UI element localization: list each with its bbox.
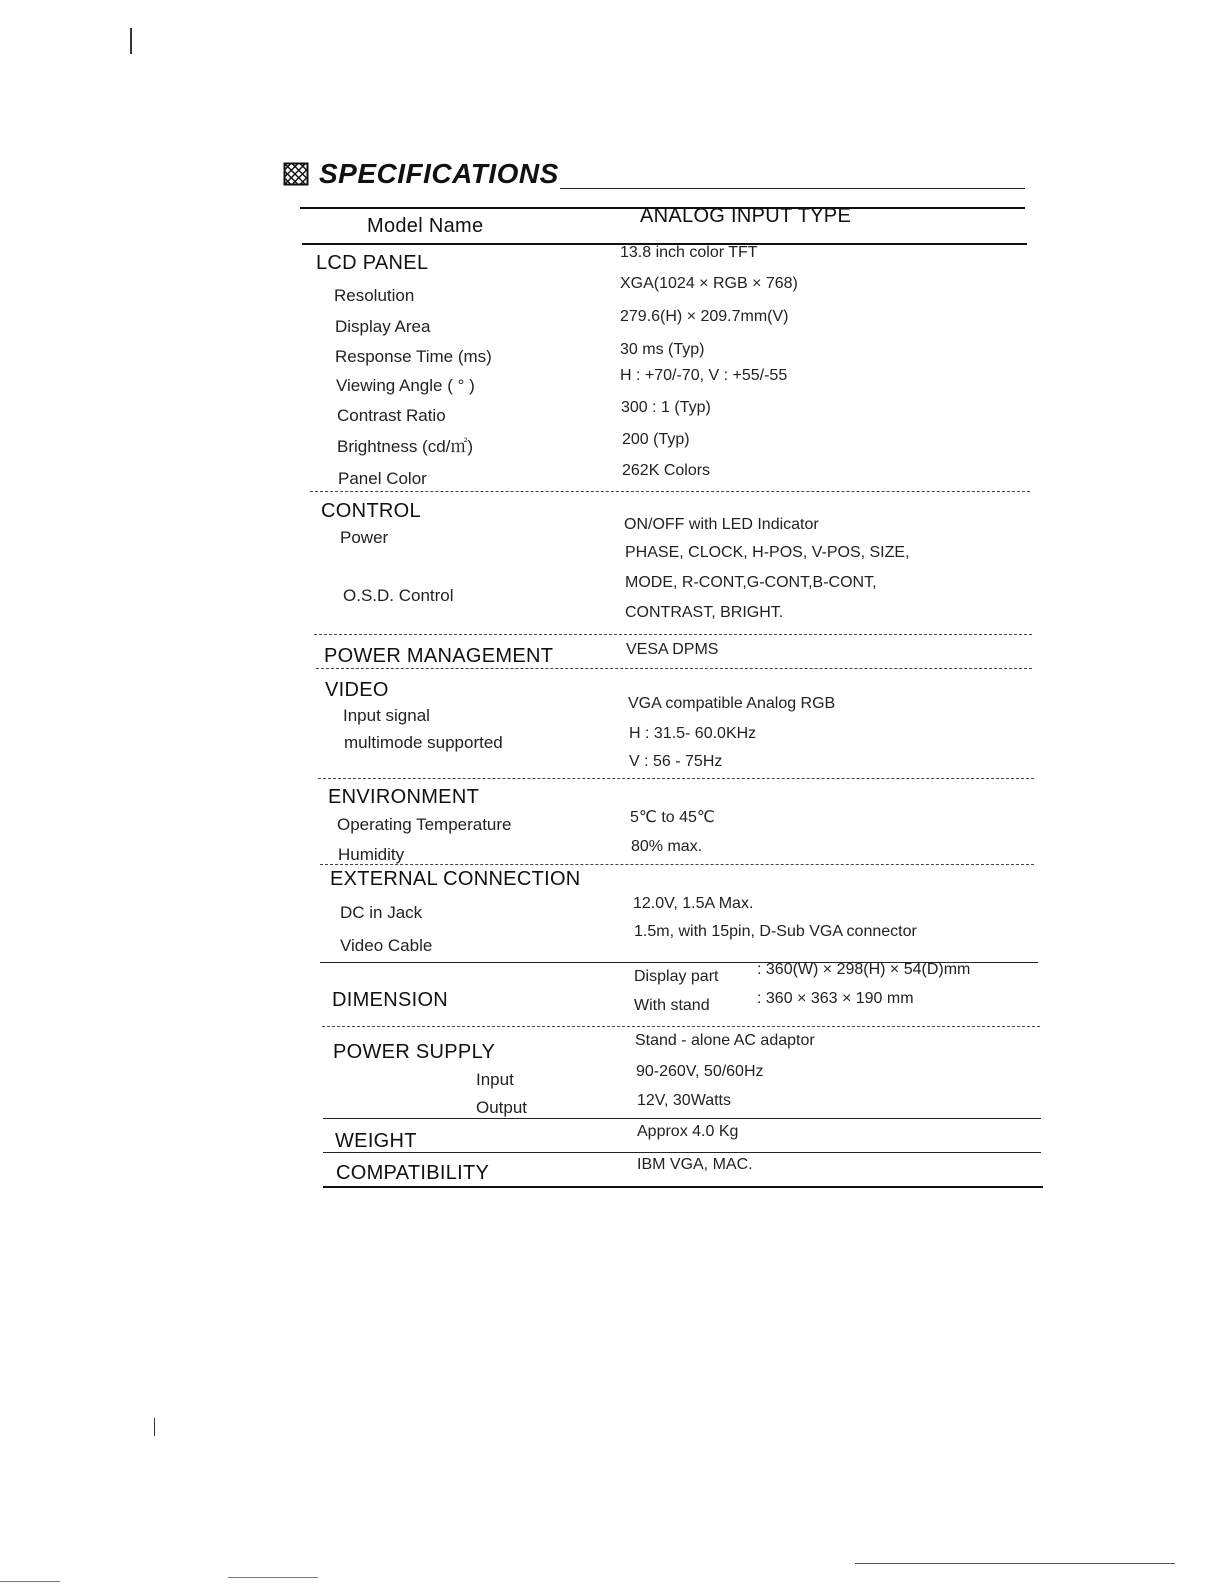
- rule: [318, 778, 1034, 779]
- video-cable-value: 1.5m, with 15pin, D-Sub VGA connector: [634, 923, 917, 940]
- osd-value-line1: PHASE, CLOCK, H-POS, V-POS, SIZE,: [625, 544, 910, 561]
- osd-control-label: O.S.D. Control: [343, 586, 454, 605]
- scan-mark: [855, 1563, 1175, 1564]
- rule: [314, 634, 1032, 635]
- power-value: ON/OFF with LED Indicator: [624, 516, 819, 533]
- panel-type-value: 13.8 inch color TFT: [620, 244, 758, 261]
- brightness-label: Brightness (cd/㎡): [337, 437, 474, 456]
- multimode-h-value: H : 31.5- 60.0KHz: [629, 725, 757, 742]
- header-model-type: ANALOG INPUT TYPE: [640, 205, 852, 227]
- input-signal-label: Input signal: [343, 706, 430, 725]
- rule: [316, 668, 1032, 669]
- document-title: [283, 158, 559, 190]
- display-part-value: : 360(W) × 298(H) × 54(D)mm: [757, 961, 971, 978]
- power-supply-value: Stand - alone AC adaptor: [635, 1032, 815, 1049]
- dc-in-jack-value: 12.0V, 1.5A Max.: [633, 895, 754, 912]
- viewing-angle-value: H : +70/-70, V : +55/-55: [620, 367, 788, 384]
- section-lcd-panel: LCD PANEL: [316, 252, 429, 274]
- section-external-connection: EXTERNAL CONNECTION: [330, 868, 581, 890]
- display-area-value: 279.6(H) × 209.7mm(V): [620, 308, 789, 325]
- with-stand-label: With stand: [634, 997, 710, 1014]
- panel-color-value: 262K Colors: [622, 462, 711, 479]
- operating-temperature-value: 5℃ to 45℃: [630, 809, 715, 826]
- dc-in-jack-label: DC in Jack: [340, 903, 423, 922]
- multimode-label: multimode supported: [344, 733, 503, 752]
- weight-value: Approx 4.0 Kg: [637, 1123, 739, 1140]
- scan-mark: [154, 1418, 155, 1436]
- resolution-label: Resolution: [334, 286, 415, 305]
- psu-input-value: 90-260V, 50/60Hz: [636, 1063, 764, 1080]
- crosshatch-box-icon: [283, 162, 309, 186]
- input-signal-value: VGA compatible Analog RGB: [628, 695, 836, 712]
- multimode-v-value: V : 56 - 75Hz: [629, 753, 723, 770]
- psu-output-label: Output: [476, 1098, 528, 1117]
- rule: [323, 1186, 1043, 1188]
- display-part-label: Display part: [634, 968, 719, 985]
- scan-mark: [0, 1581, 60, 1582]
- rule: [310, 491, 1030, 492]
- section-compatibility: COMPATIBILITY: [336, 1162, 490, 1184]
- section-power-supply: POWER SUPPLY: [333, 1041, 496, 1063]
- section-weight: WEIGHT: [335, 1130, 417, 1152]
- scan-mark: [130, 28, 132, 54]
- humidity-label: Humidity: [338, 845, 405, 864]
- contrast-ratio-label: Contrast Ratio: [337, 406, 446, 425]
- rule: [560, 188, 1025, 189]
- resolution-value: XGA(1024 × RGB × 768): [620, 275, 798, 292]
- page-title: SPECIFICATIONS: [319, 158, 559, 189]
- response-time-value: 30 ms (Typ): [620, 341, 705, 358]
- section-power-management: POWER MANAGEMENT: [324, 645, 554, 667]
- video-cable-label: Video Cable: [340, 936, 433, 955]
- header-model-name: Model Name: [367, 215, 484, 237]
- section-dimension: DIMENSION: [332, 989, 449, 1011]
- brightness-value: 200 (Typ): [622, 431, 690, 448]
- power-label: Power: [340, 528, 389, 547]
- rule: [320, 864, 1034, 865]
- psu-input-label: Input: [476, 1070, 514, 1089]
- osd-value-line3: CONTRAST, BRIGHT.: [625, 604, 784, 621]
- section-control: CONTROL: [321, 500, 421, 522]
- operating-temperature-label: Operating Temperature: [337, 815, 512, 834]
- viewing-angle-label: Viewing Angle ( ° ): [336, 376, 475, 395]
- section-video: VIDEO: [325, 679, 389, 701]
- contrast-ratio-value: 300 : 1 (Typ): [621, 399, 711, 416]
- rule: [322, 1026, 1040, 1027]
- display-area-label: Display Area: [335, 317, 431, 336]
- compatibility-value: IBM VGA, MAC.: [637, 1156, 753, 1173]
- rule: [323, 1152, 1041, 1153]
- power-management-value: VESA DPMS: [626, 641, 719, 658]
- panel-color-label: Panel Color: [338, 469, 427, 488]
- response-time-label: Response Time (ms): [335, 347, 492, 366]
- scan-mark: [228, 1577, 318, 1578]
- rule: [323, 1118, 1041, 1119]
- section-environment: ENVIRONMENT: [328, 786, 480, 808]
- with-stand-value: : 360 × 363 × 190 mm: [757, 990, 914, 1007]
- humidity-value: 80% max.: [631, 838, 703, 855]
- osd-value-line2: MODE, R-CONT,G-CONT,B-CONT,: [625, 574, 877, 591]
- psu-output-value: 12V, 30Watts: [637, 1092, 731, 1109]
